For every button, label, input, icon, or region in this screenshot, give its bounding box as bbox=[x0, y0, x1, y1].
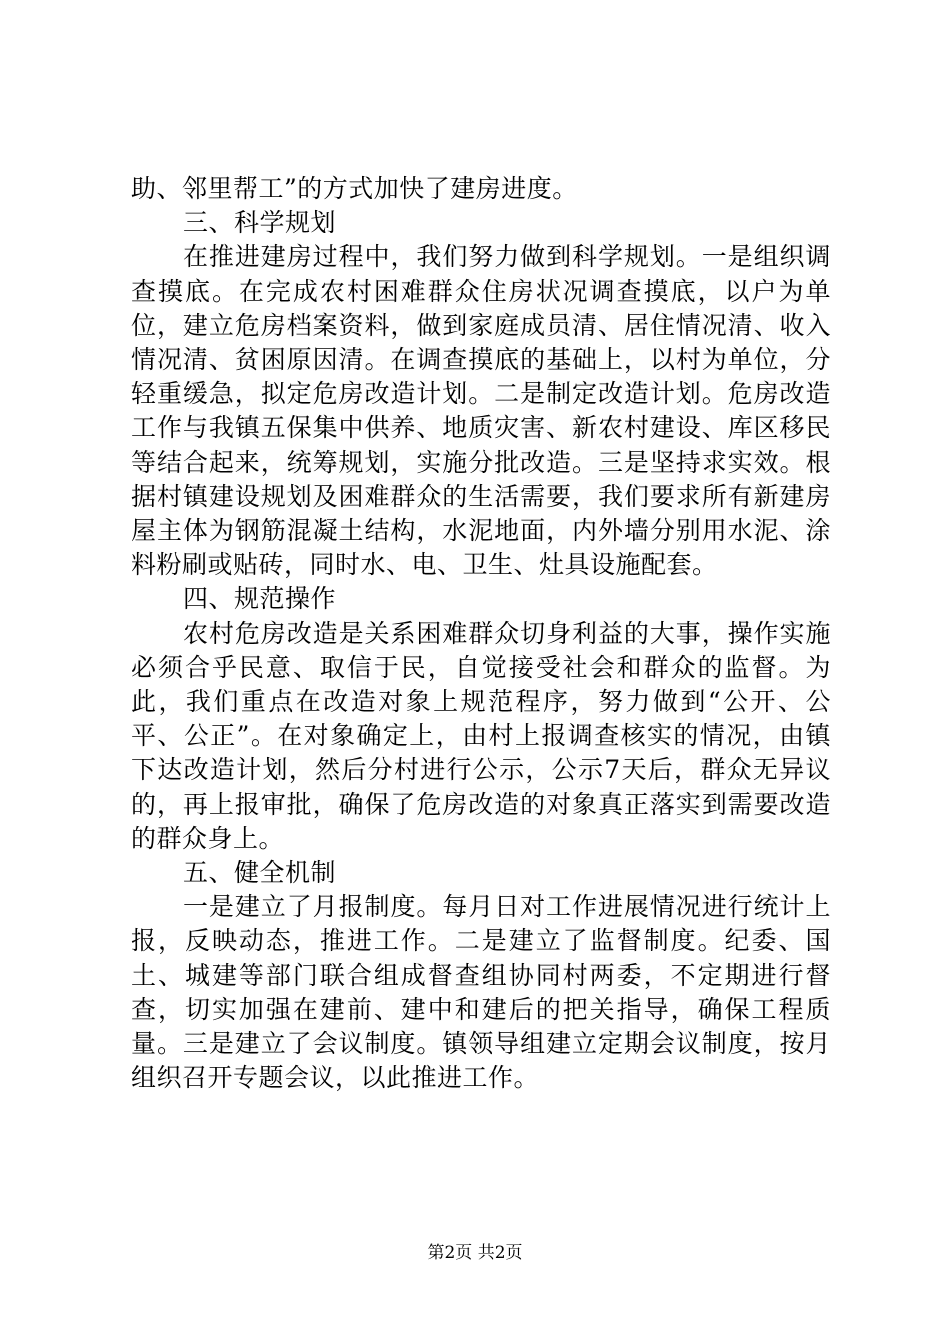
section-heading-mechanism: 五、健全机制 bbox=[183, 858, 337, 888]
section-heading-planning: 三、科学规划 bbox=[183, 208, 337, 238]
paragraph-planning: 在推进建房过程中，我们努力做到科学规划。一是组织调查摸底。在完成农村困难群众住房状况调查摸底，以户为单位，建立危房档案资料，做到家庭成员清、居住情况清、收入情况清、贫困原因清。在调查摸底的基础上，以村为单位，分轻重缓急，拟定危房改造计划。二是制定改造计划。危房改造工作与我镇五保集中供养、地质灾害、新农村建设、库区移民等结合起来，统筹规划，实施分批改造。三是坚持求实效。根据村镇建设规划及困难群众的生活需要，我们要求所有新建房屋主体为钢筋混凝土结构，水泥地面，内外墙分别用水泥、涂料粉刷或贴砖，同时水、电、卫生、灶具设施配套。 bbox=[131, 242, 831, 580]
page-number-footer: 第2页 共2页 bbox=[427, 1243, 523, 1263]
section-heading-operation: 四、规范操作 bbox=[183, 584, 337, 614]
document-body bbox=[131, 172, 831, 1095]
paragraph-continuation: 助、邻里帮工”的方式加快了建房进度。 bbox=[131, 174, 578, 203]
paragraph-mechanism: 一是建立了月报制度。每月日对工作进展情况进行统计上报，反映动态，推进工作。二是建立了监督制度。纪委、国土、城建等部门联合组成督查组协同村两委，不定期进行督查，切实加强在建前、建中和建后的把关指导，确保工程质量。三是建立了会议制度。镇领导组建立定期会议制度，按月组织召开专题会议，以此推进工作。 bbox=[131, 892, 831, 1093]
paragraph-operation: 农村危房改造是关系困难群众切身利益的大事，操作实施必须合乎民意、取信于民，自觉接受社会和群众的监督。为此，我们重点在改造对象上规范程序，努力做到“公开、公平、公正”。在对象确定上，由村上报调查核实的情况，由镇下达改造计划，然后分村进行公示，公示7天后，群众无异议的，再上报审批，确保了危房改造的对象真正落实到需要改造的群众身上。 bbox=[131, 618, 831, 853]
